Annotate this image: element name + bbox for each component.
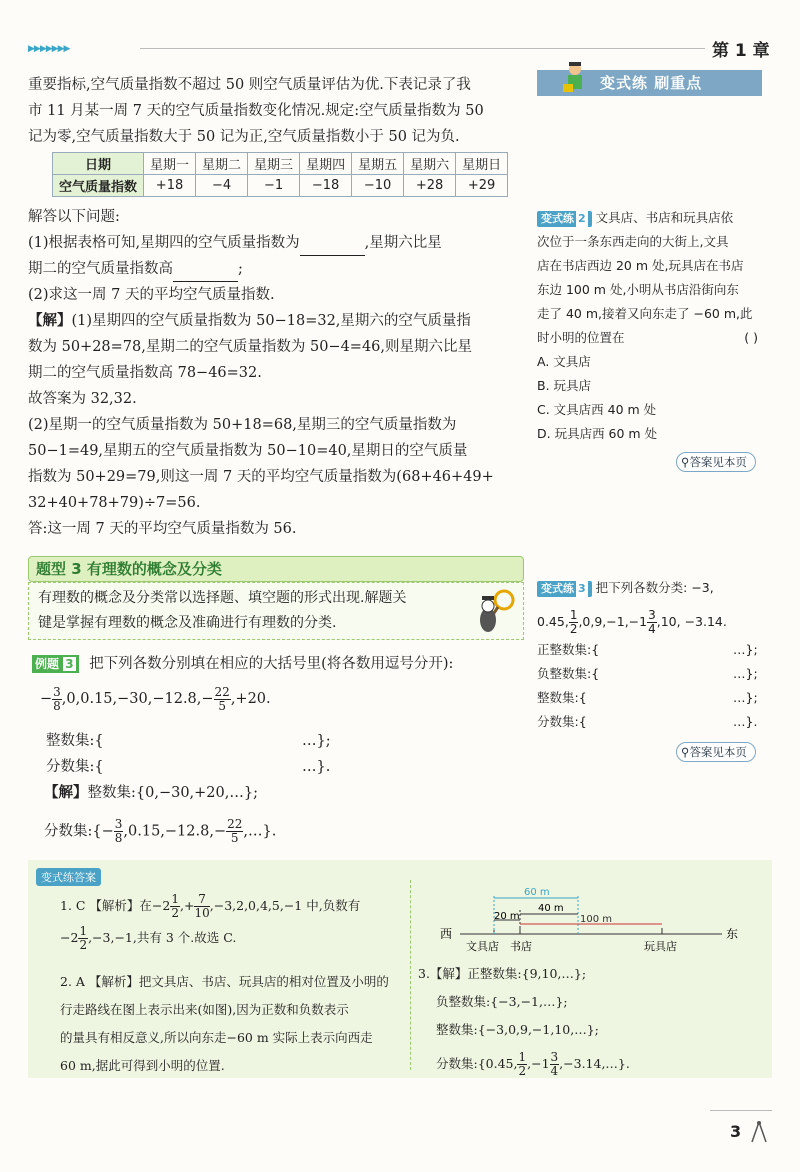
table-header: 星期日 — [456, 153, 508, 175]
table-header: 星期二 — [196, 153, 248, 175]
answer-2 — [60, 968, 405, 1080]
search-icon: ⚲ — [681, 745, 690, 759]
variant-2-line: 店在书店西边 20 m 处,玩具店在书店 — [537, 258, 744, 273]
q1-text: 期二的空气质量指数高 — [28, 261, 173, 277]
table-header: 星期五 — [352, 153, 404, 175]
section-desc — [38, 586, 468, 636]
fraction: $\frac{22}{5}$ — [214, 684, 230, 713]
answer-1-line: −2 $\frac{1}{2}$ ,−3,−1,共有 3 个.故选 C. — [60, 924, 237, 952]
solution-line-2: 数为 50+28=78,星期二的空气质量指数为 50−4=46,则星期六比星 — [28, 339, 473, 355]
fraction: $\frac{1}{2}$ — [569, 608, 578, 636]
practice-banner-title: 变式练 刷重点 — [600, 74, 703, 92]
answer-2-line: 60 m,据此可得到小明的位置. — [60, 1058, 225, 1073]
answer-paren[interactable]: ( ) — [744, 330, 758, 345]
footer-rule — [710, 1110, 772, 1111]
header-arrows: ▶▶▶▶▶▶▶ — [28, 44, 70, 54]
table-header: 日期 — [53, 153, 144, 175]
distance-100-label: 100 m — [580, 914, 613, 925]
variant-2-line: 变式练 2 文具店、书店和玩具店依 — [537, 206, 762, 230]
example-text: 把下列各数分别填在相应的大括号里(将各数用逗号分开): — [89, 656, 454, 672]
set-line: 负整数集:{ …}; — [537, 666, 758, 681]
example-list-text: ,+20. — [230, 691, 271, 707]
variant-tag: 变式练 3 — [537, 581, 592, 597]
table-header: 星期一 — [144, 153, 196, 175]
bookstore-label: 书店 — [510, 940, 532, 953]
frac-set-line: 分数集:{ …}. — [46, 759, 331, 775]
option-c[interactable]: C. 文具店西 40 m 处 — [537, 402, 657, 417]
answer-1 — [60, 892, 400, 952]
stationery-store-label: 文具店 — [466, 940, 499, 953]
answer-3-line: 负整数集:{−3,−1,…}; — [436, 994, 568, 1009]
answer-frac-line: 分数集:{− $\frac{3}{8}$ ,0.15,−12.8,− $\frac{22}{5}$ ,…}. — [44, 817, 277, 845]
q1-text: (1)根据表格可知,星期四的空气质量指数为 — [28, 235, 300, 251]
table-header: 星期四 — [300, 153, 352, 175]
answer-2-line: 2. A 【解析】把文具店、书店、玩具店的相对位置及小明的 — [60, 974, 389, 989]
answer-3-line: 整数集:{−3,0,9,−1,10,…}; — [436, 1022, 599, 1037]
int-set-line: 整数集:{ …}; — [46, 733, 331, 749]
detective-icon — [474, 586, 520, 638]
variant-2-line: 时小明的位置在 ( ) — [537, 326, 762, 350]
variant-3 — [537, 576, 762, 734]
variant-2-line: 东边 100 m 处,小明从书店沿街向东 — [537, 282, 739, 297]
solution-line-8: 32+40+78+79)÷7=56. — [28, 495, 201, 511]
section-desc-line: 有理数的概念及分类常以选择题、填空题的形式出现.解题关 — [38, 590, 407, 606]
solution-line-1 — [28, 308, 523, 334]
variant-2-line: 走了 40 m,接着又向东走了 −60 m,此 — [537, 306, 753, 321]
distance-40-label: 40 m — [538, 903, 564, 914]
answer-2-line: 行走路线在图上表示出来(如图),因为正数和负数表示 — [60, 1002, 349, 1017]
set-line: 整数集:{ …}; — [537, 690, 758, 705]
table-header: 星期三 — [248, 153, 300, 175]
table-cell: −1 — [248, 175, 300, 197]
solution-label: 【解】 — [28, 312, 72, 329]
left-column — [28, 72, 523, 150]
fraction: $\frac{3}{4}$ — [648, 608, 656, 636]
set-line: 分数集:{ …}. — [537, 714, 758, 729]
question-1-line-1 — [28, 230, 523, 256]
table-cell: −18 — [300, 175, 352, 197]
example-answer — [44, 780, 276, 845]
answer-int-line: 【解】整数集:{0,−30,+20,…}; — [44, 784, 258, 801]
example-heading — [32, 652, 453, 673]
question-intro: 解答以下问题: — [28, 209, 120, 225]
intro-line-1: 重要指标,空气质量指数不超过 50 则空气质量评估为优.下表记录了我 — [28, 77, 471, 93]
table-cell: +28 — [404, 175, 456, 197]
section-desc-line: 键是掌握有理数的概念及准确进行有理数的分类. — [38, 615, 337, 631]
distance-20-label: 20 m — [494, 911, 520, 922]
answer-3-line: 3.【解】正整数集:{9,10,…}; — [418, 966, 587, 981]
table-header: 星期六 — [404, 153, 456, 175]
solution-line-3: 期二的空气质量指数高 78−46=32. — [28, 365, 262, 381]
table-cell: −10 — [352, 175, 404, 197]
answer-link-button[interactable]: ⚲答案见本页 — [676, 452, 756, 472]
solution-line-7: 指数为 50+29=79,则这一周 7 天的平均空气质量指数为(68+46+49+ — [28, 469, 494, 485]
number-line-diagram — [432, 884, 752, 954]
solution-line-9: 答:这一周 7 天的平均空气质量指数为 56. — [28, 521, 297, 537]
section-title: 题型 3 有理数的概念及分类 — [36, 560, 222, 578]
example-sets — [46, 728, 346, 780]
option-b[interactable]: B. 玩具店 — [537, 378, 592, 393]
chapter-label: 第 1 章 — [712, 41, 770, 61]
left-body — [28, 204, 523, 542]
table-row — [53, 153, 508, 175]
solution-line-4: 故答案为 32,32. — [28, 391, 137, 407]
q1-text: ,星期六比星 — [364, 235, 442, 251]
question-2: (2)求这一周 7 天的平均空气质量指数. — [28, 287, 275, 303]
option-d[interactable]: D. 玩具店西 60 m 处 — [537, 426, 658, 441]
student-icon — [560, 60, 590, 96]
solution-line-5: (2)星期一的空气质量指数为 50+18=68,星期三的空气质量指数为 — [28, 417, 457, 433]
answer-3 — [418, 960, 768, 1078]
variant-2-line: 次位于一条东西走向的大街上,文具 — [537, 234, 729, 249]
variant-3-numbers: 0.45, $\frac{1}{2}$ ,0,9,−1,−1 $\frac{3}{4}$ ,10, −3.14. — [537, 608, 727, 636]
compass-icon — [748, 1120, 770, 1144]
example-list: − $\frac{3}{8}$ ,0,0.15,−30,−12.8,− $\frac{22}{5}$ ,+20. — [40, 684, 271, 713]
answer-1-line: 1. C 【解析】在−2 $\frac{1}{2}$ ,+ $\frac{7}{10}$ ,−3,2,0,4,5,−1 中,负数有 — [60, 892, 361, 920]
intro-line-2: 市 11 月某一周 7 天的空气质量指数变化情况.规定:空气质量指数为 50 — [28, 103, 484, 119]
fraction: $\frac{3}{8}$ — [114, 817, 123, 845]
answer-divider — [410, 880, 411, 1070]
header-rule — [140, 48, 705, 49]
answer-2-line: 的量具有相反意义,所以向东走−60 m 实际上表示向西走 — [60, 1030, 373, 1045]
table-cell: −4 — [196, 175, 248, 197]
page-number: 3 — [730, 1122, 742, 1141]
table-cell: +29 — [456, 175, 508, 197]
distance-60-label: 60 m — [524, 887, 550, 898]
east-label: 东 — [726, 927, 739, 941]
fraction: $\frac{3}{8}$ — [53, 684, 61, 713]
answer-box-tag: 变式练答案 — [36, 868, 101, 886]
table-cell: 空气质量指数 — [53, 175, 144, 197]
variant-3-line: 变式练 3 把下列各数分类: −3, — [537, 576, 762, 600]
answer-blank[interactable] — [300, 239, 365, 256]
answer-3-line: 分数集:{0.45, $\frac{1}{2}$ ,−1 $\frac{3}{4}$ ,−3.14,…}. — [436, 1050, 630, 1078]
answer-blank[interactable] — [173, 265, 238, 282]
table-cell: +18 — [144, 175, 196, 197]
example-list-text: ,0,0.15,−30,−12.8,− — [61, 691, 214, 707]
solution-text: (1)星期四的空气质量指数为 50−18=32,星期六的空气质量指 — [71, 313, 471, 329]
variant-2 — [537, 206, 762, 446]
toy-store-label: 玩具店 — [644, 940, 677, 953]
aqi-table — [52, 152, 508, 197]
option-a[interactable]: A. 文具店 — [537, 354, 591, 369]
solution-line-6: 50−1=49,星期五的空气质量指数为 50−10=40,星期日的空气质量 — [28, 443, 468, 459]
table-row — [53, 175, 508, 197]
answer-link-button[interactable]: ⚲答案见本页 — [676, 742, 756, 762]
set-line: 正整数集:{ …}; — [537, 642, 758, 657]
search-icon: ⚲ — [681, 455, 690, 469]
fraction: $\frac{22}{5}$ — [227, 817, 243, 845]
question-1-line-2 — [28, 256, 523, 282]
q1-text: ; — [238, 261, 243, 277]
variant-tag: 变式练 2 — [537, 211, 592, 227]
example-tag: 例题 3 — [32, 655, 79, 673]
west-label: 西 — [440, 927, 453, 941]
intro-line-3: 记为零,空气质量指数大于 50 记为正,空气质量指数小于 50 记为负. — [28, 129, 460, 145]
